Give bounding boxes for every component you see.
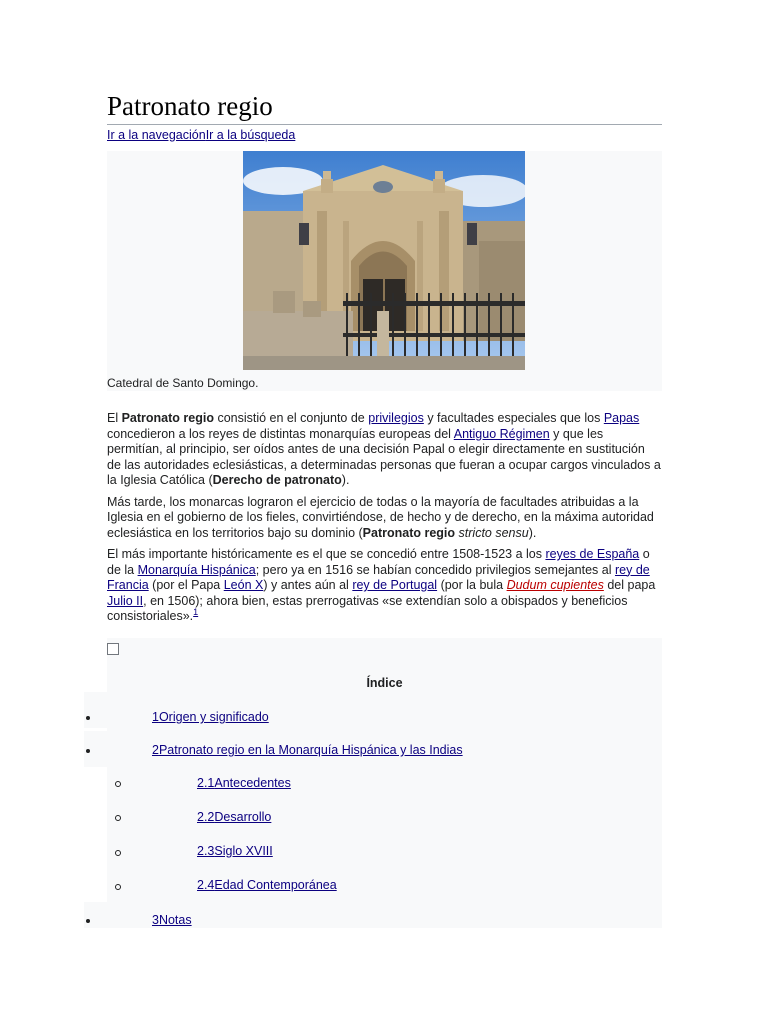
toc-side-panel bbox=[84, 692, 107, 728]
link-leon-x[interactable]: León X bbox=[223, 578, 264, 592]
link-rey-de-francia[interactable]: rey de Francia bbox=[107, 562, 650, 592]
toc-sub-bullet bbox=[115, 850, 121, 856]
link-monarquia-hispanica[interactable]: Monarquía Hispánica bbox=[137, 562, 256, 577]
toc-item-desarrollo[interactable]: 2.2Desarrollo bbox=[197, 810, 272, 824]
toc-item-origen[interactable]: 1Origen y significado bbox=[152, 710, 269, 724]
infobox-figure bbox=[107, 151, 662, 391]
jump-links bbox=[107, 128, 295, 142]
link-rey-de-portugal[interactable]: rey de Portugal bbox=[352, 578, 438, 592]
toc-sub-bullet bbox=[115, 815, 121, 821]
toc-item-patronato-monarquia[interactable]: 2Patronato regio en la Monarquía Hispánica y las Indias bbox=[152, 743, 463, 757]
toc-item-siglo-xviii[interactable]: 2.3Siglo XVIII bbox=[197, 844, 273, 858]
toc-item-notas[interactable]: 3Notas bbox=[152, 913, 192, 927]
toc-toggle-checkbox[interactable] bbox=[107, 643, 119, 655]
figure-caption: Catedral de Santo Domingo. bbox=[107, 376, 259, 390]
link-julio-ii[interactable]: Julio II bbox=[107, 593, 144, 608]
toc-bullet bbox=[86, 716, 90, 720]
jump-to-navigation-link[interactable]: Ir a la navegación bbox=[107, 128, 206, 142]
toc-sub-bullet bbox=[115, 781, 121, 787]
paragraph-third: El más importante históricamente es el que se concedió entre 1508-1523 a los reyes de España o de la Monarquía Hispánica; pero ya en 1516 se habían concedido privilegios semejantes al rey de Francia (por el Papa León X) y antes aún al rey de Portugal (por la bula Dudum cupientes del papa Julio II, en 1506); ahora bien, estas prerrogativas «se extendían solo a obispados y beneficios consistoriales».$^1$ bbox=[107, 547, 656, 623]
toc-item-edad-contemporanea[interactable]: 2.4Edad Contemporánea bbox=[197, 878, 337, 892]
toc-bullet bbox=[86, 749, 90, 753]
link-papas[interactable]: Papas bbox=[603, 411, 640, 425]
page-title: Patronato regio bbox=[107, 90, 662, 125]
article-body bbox=[107, 411, 662, 631]
toc-sub-bullet bbox=[115, 884, 121, 890]
link-dudum-cupientes[interactable]: Dudum cupientes bbox=[506, 578, 604, 592]
paragraph-intro: El Patronato regio consistió en el conjunto de privilegios y facultades especiales que los Papas concedieron a los reyes de distintas monarquías europeas del Antiguo Régimen y que les permitían, al principio, ser oídos antes de una decisión Papal o elegir directamente en sustitución de las autoridades eclesiásticas, a determinadas personas que fueran a ocupar cargos vinculados a la Iglesia Católica (Derecho de patronato). bbox=[107, 411, 661, 487]
paragraph-second: Más tarde, los monarcas lograron el ejercicio de todas o la mayoría de facultades atribuidas a la Iglesia en el gobierno de los fieles, convirtiéndose, de hecho y de derecho, en la máxima autoridad eclesiástica en los territorios bajo su dominio (Patronato regio stricto sensu). bbox=[107, 494, 654, 540]
toc-title: Índice bbox=[366, 676, 403, 690]
link-privilegios[interactable]: privilegios bbox=[368, 411, 424, 425]
toc-item-antecedentes[interactable]: 2.1Antecedentes bbox=[197, 776, 291, 790]
link-reyes-de-espana[interactable]: reyes de España bbox=[545, 547, 640, 561]
toc-side-panel bbox=[84, 902, 107, 928]
jump-to-search-link[interactable]: Ir a la búsqueda bbox=[205, 128, 296, 142]
reference-1-link[interactable]: 1 bbox=[193, 606, 199, 617]
link-antiguo-regimen[interactable]: Antiguo Régimen bbox=[453, 426, 550, 441]
toc-bullet bbox=[86, 919, 90, 923]
cathedral-photo[interactable] bbox=[243, 151, 525, 370]
